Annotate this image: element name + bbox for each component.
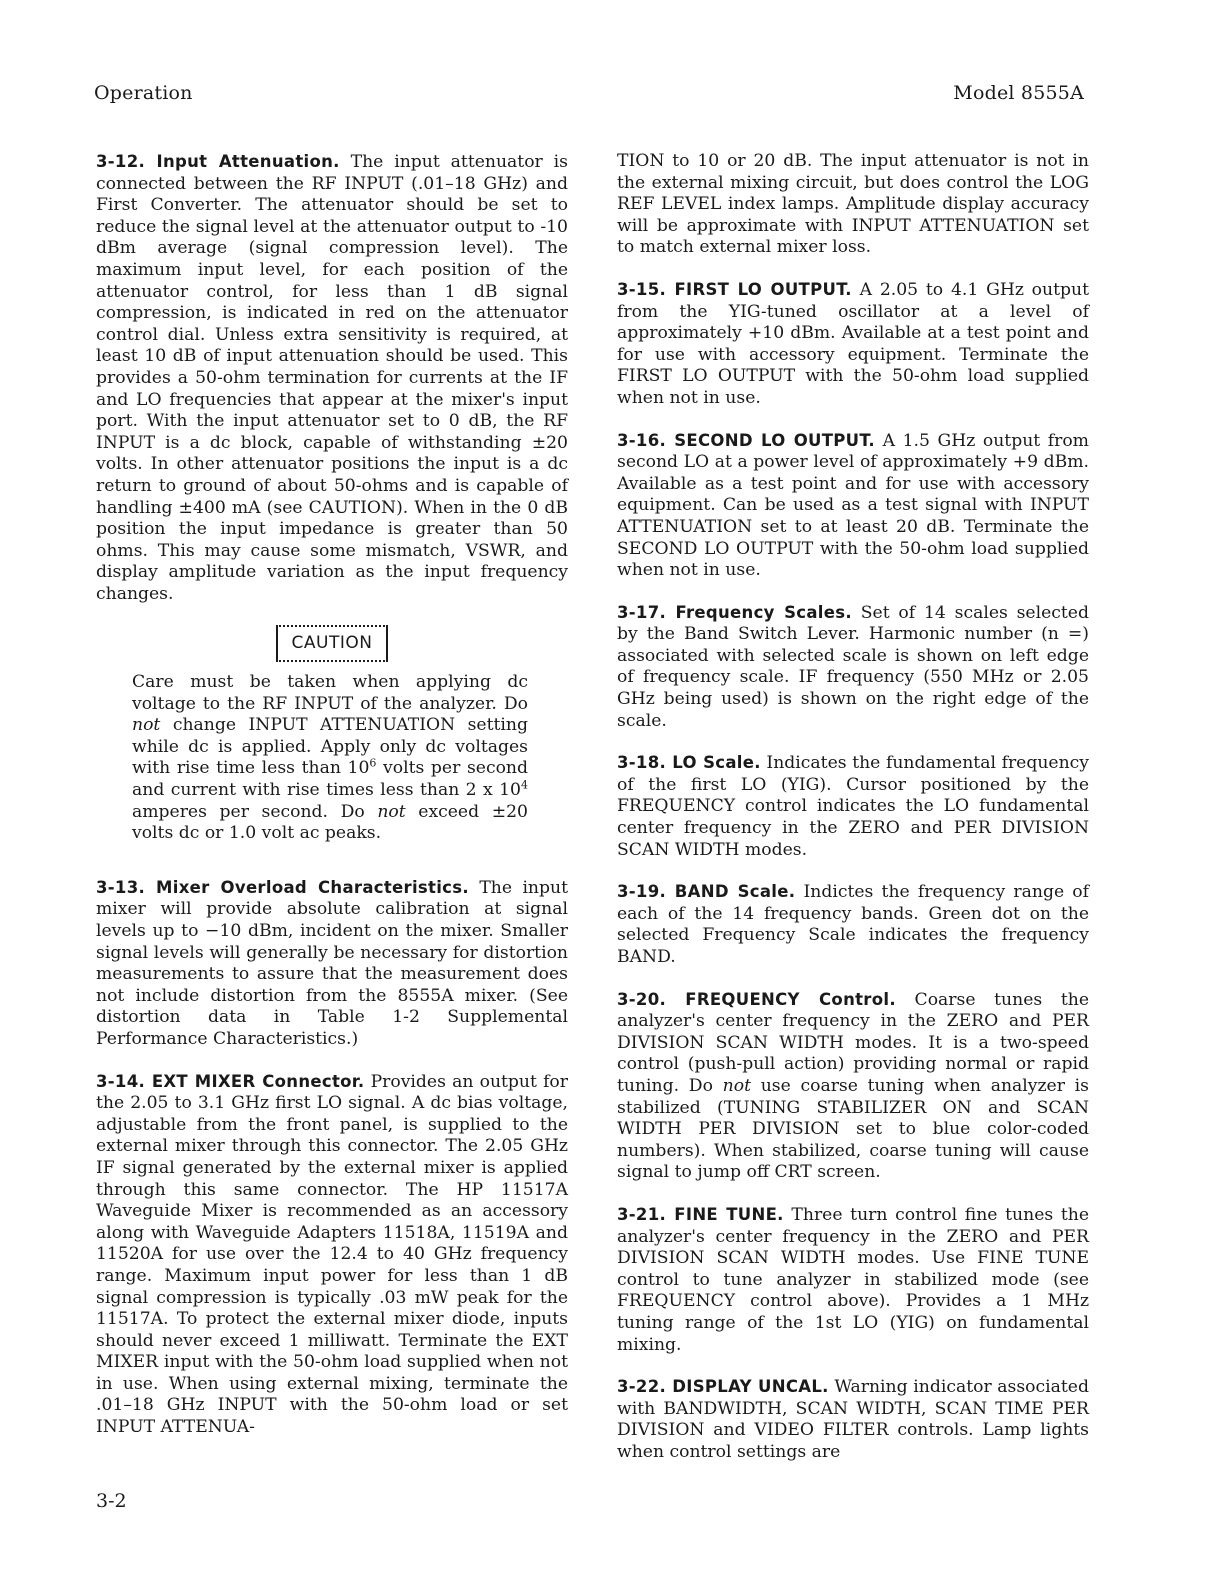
paragraph-3-19 xyxy=(617,881,1089,968)
body-3-22: Warning indicator associated with BANDWIDTH, SCAN WIDTH, SCAN TIME PER DIVISION and VIDEO FILTER controls. Lamp lights when control settings are xyxy=(617,1377,1089,1462)
caution-text-5: exceed ±20 volts dc or 1.0 volt ac peaks. xyxy=(132,801,528,844)
body-3-20-b: use coarse tuning when analyzer is stabilized (TUNING STABILIZER ON and SCAN WIDTH PER DIVISION set to blue color-coded numbers). When stabilized, coarse tuning will cause signal to jump off CRT screen. xyxy=(617,1075,1089,1183)
heading-3-18: 3-18. LO Scale. xyxy=(617,753,761,773)
paragraph-3-21 xyxy=(617,1204,1089,1356)
body-3-18: Indicates the fundamental frequency of the first LO (YIG). Cursor positioned by the FREQUENCY control indicates the LO fundamental center frequency in the ZERO and PER DIVISION SCAN WIDTH modes. xyxy=(617,753,1089,860)
paragraph-3-22 xyxy=(617,1376,1089,1463)
heading-3-16: 3-16. SECOND LO OUTPUT. xyxy=(617,430,875,450)
caution-label: CAUTION xyxy=(276,625,389,662)
body-3-16: A 1.5 GHz output from second LO at a power level of approximately +9 dBm. Available as a test point and for use with accessory equipment. Can be used as a test signal with INPUT ATTENUATION set to at least 20 dB. Terminate the SECOND LO OUTPUT with the 50-ohm load supplied when not in use. xyxy=(617,430,1089,581)
heading-3-20: 3-20. FREQUENCY Control. xyxy=(617,989,896,1009)
paragraph-3-12 xyxy=(96,151,568,605)
caution-text-2: change INPUT ATTENUATION setting while dc is applied. Apply only dc voltages with rise time less than 10 xyxy=(132,715,528,779)
heading-3-14: 3-14. EXT MIXER Connector. xyxy=(96,1071,365,1091)
body-3-13: The input mixer will provide absolute calibration at signal levels up to −10 dBm, incident on the mixer. Smaller signal levels will generally be necessary for distortion measurements to assure that the measurement does not include distortion from the 8555A mixer. (See distortion data in Table 1-2 Supplemental Performance Characteristics.) xyxy=(96,877,568,1049)
body-3-15: A 2.05 to 4.1 GHz output from the YIG-tuned oscillator at a level of approximately +10 dBm. Available at a test point and for use with accessory equipment. Terminate the FIRST LO OUTPUT with the 50-ohm load supplied when not in use. xyxy=(617,279,1089,408)
heading-3-19: 3-19. BAND Scale. xyxy=(617,882,796,902)
running-header-model: Model 8555A xyxy=(953,82,1084,104)
paragraph-3-18 xyxy=(617,752,1089,861)
caution-exponent-2: 4 xyxy=(521,778,528,792)
body-3-12: The input attenuator is connected between the RF INPUT (.01–18 GHz) and First Converter. The attenuator should be set to reduce the signal level at the attenuator output to -10 dBm average (signal compression level). The maximum input level, for each position of the attenuator control, for less than 1 dB signal compression, is indicated in red on the attenuator control dial. Unless extra sensitivity is required, at least 10 dB of input attenuation should be used. This provides a 50-ohm termination for currents at the IF and LO frequencies that appear at the mixer's input port. With the input attenuator set to 0 dB, the RF INPUT is a dc block, capable of withstanding ±20 volts. In other attenuator positions the input is a dc return to ground of about 50-ohms and is capable of handling ±400 mA (see CAUTION). When in the 0 dB position the input impedance is greater than 50 ohms. This may cause some mismatch, VSWR, and display amplitude variation as the input frequency changes. xyxy=(96,152,568,604)
right-column xyxy=(617,151,1089,1483)
left-column xyxy=(96,151,568,1459)
heading-3-17: 3-17. Frequency Scales. xyxy=(617,602,852,622)
running-header-section: Operation xyxy=(94,82,193,104)
emphasis-3-20: not xyxy=(722,1075,751,1096)
caution-exponent-1: 6 xyxy=(369,756,377,770)
body-3-19: Indictes the frequency range of each of the 14 frequency bands. Green dot on the selected Frequency Scale indicates the frequency BAND. xyxy=(617,882,1089,967)
caution-text-1: Care must be taken when applying dc voltage to the RF INPUT of the analyzer. Do xyxy=(132,672,528,714)
heading-3-21: 3-21. FINE TUNE. xyxy=(617,1204,784,1224)
caution-text xyxy=(132,672,528,845)
body-3-14-continued: TION to 10 or 20 dB. The input attenuator is not in the external mixing circuit, but does control the LOG REF LEVEL index lamps. Amplitude display accuracy will be approximate with INPUT ATTENUATION set to match external mixer loss. xyxy=(617,151,1089,258)
caution-callout xyxy=(96,625,568,662)
page-number: 3-2 xyxy=(96,1490,127,1512)
body-3-20-a: Coarse tunes the analyzer's center frequency in the ZERO and PER DIVISION SCAN WIDTH modes. It is a two-speed control (push-pull action) providing normal or rapid tuning. Do xyxy=(617,989,1089,1096)
caution-emphasis-1: not xyxy=(132,715,161,736)
paragraph-3-17 xyxy=(617,602,1089,733)
paragraph-3-15 xyxy=(617,279,1089,410)
paragraph-3-14-continued xyxy=(617,151,1089,259)
body-3-14: Provides an output for the 2.05 to 3.1 GHz first LO signal. A dc bias voltage, adjustable from the front panel, is supplied to the external mixer through this connector. The 2.05 GHz IF signal generated by the external mixer is applied through this same connector. The HP 11517A Waveguide Mixer is recommended as an accessory along with Waveguide Adapters 11518A, 11519A and 11520A for use over the 12.4 to 40 GHz frequency range. Maximum input power for less than 1 dB signal compression is typically .03 mW peak for the 11517A. To protect the external mixer diode, inputs should never exceed 1 milliwatt. Terminate the EXT MIXER input with the 50-ohm load supplied when not in use. When using external mixing, terminate the .01–18 GHz INPUT with the 50-ohm load or set INPUT ATTENUA- xyxy=(96,1071,568,1438)
paragraph-3-16 xyxy=(617,430,1089,582)
heading-3-22: 3-22. DISPLAY UNCAL. xyxy=(617,1377,829,1397)
heading-3-15: 3-15. FIRST LO OUTPUT. xyxy=(617,279,852,299)
caution-emphasis-2: not xyxy=(377,801,406,822)
caution-text-3: volts per second and current with rise times less than 2 x 10 xyxy=(132,758,528,801)
caution-text-4: amperes per second. Do xyxy=(132,801,378,822)
section-gap xyxy=(96,845,568,877)
paragraph-3-14 xyxy=(96,1071,568,1439)
heading-3-13: 3-13. Mixer Overload Characteristics. xyxy=(96,877,469,897)
paragraph-3-13 xyxy=(96,877,568,1051)
body-3-17: Set of 14 scales selected by the Band Switch Lever. Harmonic number (n =) associated with selected scale is shown on left edge of frequency scale. IF frequency (550 MHz or 2.05 GHz being used) is shown on the right edge of the scale. xyxy=(617,602,1089,731)
body-3-21: Three turn control fine tunes the analyzer's center frequency in the ZERO and PER DIVISION SCAN WIDTH modes. Use FINE TUNE control to tune analyzer in stabilized mode (see FREQUENCY control above). Provides a 1 MHz tuning range of the 1st LO (YIG) on fundamental mixing. xyxy=(617,1204,1089,1355)
heading-3-12: 3-12. Input Attenuation. xyxy=(96,152,340,171)
paragraph-3-20 xyxy=(617,989,1089,1184)
